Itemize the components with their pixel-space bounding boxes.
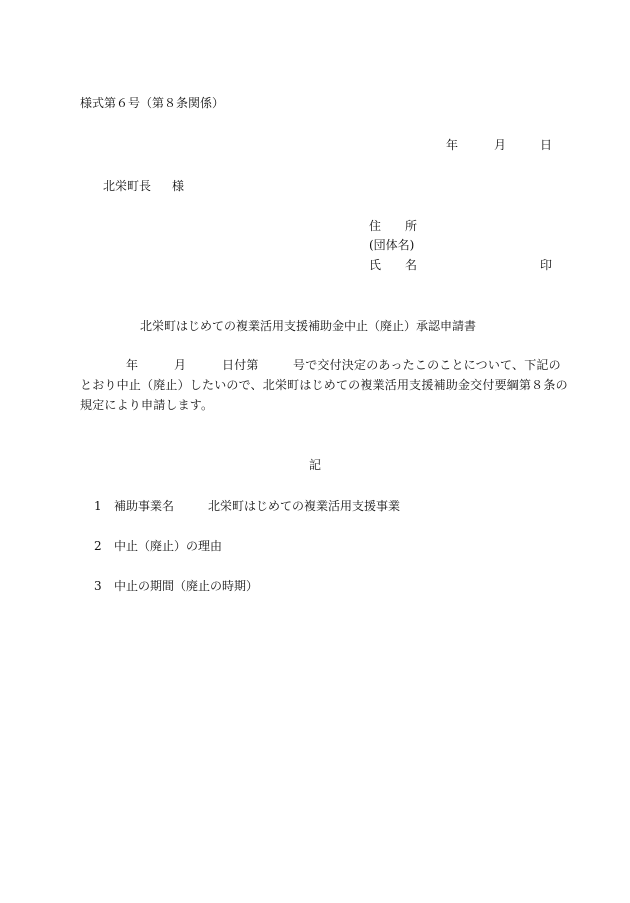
date-day-label: 日 (540, 138, 553, 152)
applicant-name-label: 氏 名 (369, 258, 418, 272)
form-number: 様式第６号（第８条関係） (80, 96, 225, 110)
body-day-ref: 日付第 (222, 358, 259, 372)
body-line1-rest: 号で交付決定のあったこのことについて、下記の (293, 358, 561, 372)
body-line3: 規定により申請します。 (80, 398, 214, 412)
item-2-label: 中止（廃止）の理由 (114, 539, 223, 553)
item-1-number: 1 (94, 499, 102, 513)
item-1-value: 北栄町はじめての複業活用支援事業 (208, 499, 401, 513)
item-1-label: 補助事業名 (114, 499, 175, 513)
addressee-name: 北栄町長 (103, 179, 152, 193)
applicant-group-label: (団体名) (369, 238, 415, 252)
body-line2: とおり中止（廃止）したいので、北栄町はじめての複業活用支援補助金交付要綱第８条の (80, 378, 568, 392)
item-3-number: 3 (94, 579, 102, 593)
date-month-label: 月 (494, 138, 507, 152)
item-2-number: 2 (94, 539, 102, 553)
seal-mark: 印 (540, 258, 553, 272)
document-title: 北栄町はじめての複業活用支援補助金中止（廃止）承認申請書 (140, 319, 477, 333)
body-year: 年 (126, 358, 139, 372)
item-3-label: 中止の期間（廃止の時期） (114, 579, 259, 593)
date-year-label: 年 (446, 138, 459, 152)
applicant-address-label: 住 所 (369, 219, 418, 233)
addressee-honorific: 様 (172, 179, 185, 193)
body-month: 月 (174, 358, 187, 372)
ki-heading: 記 (309, 458, 322, 472)
